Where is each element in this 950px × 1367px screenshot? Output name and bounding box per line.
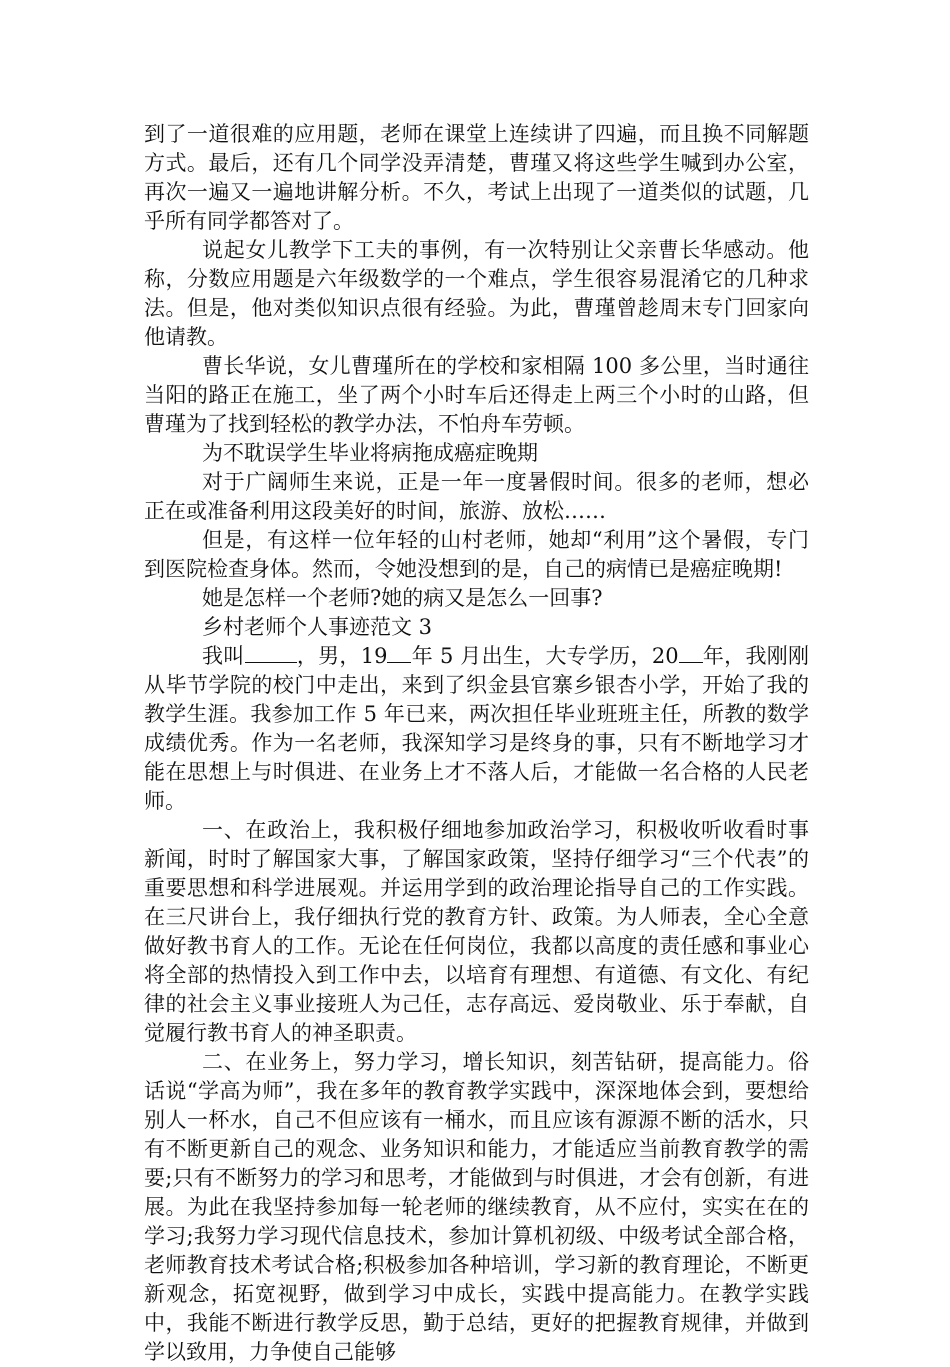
paragraph-profession: 二、在业务上，努力学习，增长知识，刻苦钻研，提高能力。俗话说“学高为师”，我在多年的教育教学实践中，深深地体会到，要想给别人一杯水，自己不但应该有一桶水，而且应该有源源不断的活水，只有不断更新自己的观念、业务知识和能力，才能适应当前教育教学的需要;只有不断努力的学习和思考，才能做到与时俱进，才会有创新，有进展。为此在我坚持参加每一轮老师的继续教育，从不应付，实实在在的学习;我努力学习现代信息技术，参加计算机初级、中级考试全部合格，老师教育技术考试合格;积极参加各种培训，学习新的教育理论，不断更新观念，拓宽视野，做到学习中成长，实践中提高能力。在教学实践中，我能不断进行教学反思，勤于总结，更好的把握教育规律，并做到学以致用，力争使自己能够 [144,1050,809,1364]
birth-year-blank [387,662,411,663]
paragraph-6: 但是，有这样一位年轻的山村老师，她却“利用”这个暑假，专门到医院检查身体。然而，令她没想到的是，自己的病情已是癌症晚期! [144,528,809,581]
paragraph-politics: 一、在政治上，我积极仔细地参加政治学习，积极收听收看时事新闻，时时了解国家大事，了解国家政策，坚持仔细学习“三个代表”的重要思想和科学进展观。并运用学到的政治理论指导自己的工作实践。在三尺讲台上，我仔细执行党的教育方针、政策。为人师表，全心全意做好教书育人的工作。无论在任何岗位，我都以高度的责任感和事业心将全部的热情投入到工作中去，以培育有理想、有道德、有文化、有纪律的社会主义事业接班人为己任，志存高远、爱岗敬业、乐于奉献，自觉履行教书育人的神圣职责。 [144,818,809,1045]
intro-text-4: 年，我刚刚从毕节学院的校门中走出，来到了织金县官寨乡银杏小学，开始了我的教学生涯。我参加工作 5 年已来，两次担任毕业班班主任，所教的数学成绩优秀。作为一名老师，我深知学习是终身的事，只有不断地学习才能在思想上与时俱进、在业务上才不落人后，才能做一名合格的人民老师。 [144,644,810,813]
paragraph-5: 对于广阔师生来说，正是一年一度暑假时间。很多的老师，想必正在或准备利用这段美好的时间，旅游、放松…… [144,470,809,523]
intro-text-1: 我叫 [202,644,245,668]
paragraph-intro [144,642,809,816]
section-heading-illness: 为不耽误学生毕业将病拖成癌症晚期 [202,441,538,465]
document-body [144,120,809,1367]
intro-text-3: 年 5 月出生，大专学历，20 [411,644,679,668]
section-heading-sample-3: 乡村老师个人事迹范文 3 [202,615,433,639]
paragraph-3: 曹长华说，女儿曹瑾所在的学校和家相隔 100 多公里，当时通往当阳的路正在施工，坐了两个小时车后还得走上两三个小时的山路，但曹瑾为了找到轻松的教学办法，不怕舟车劳顿。 [144,354,809,436]
name-blank [245,662,297,663]
graduation-year-blank [679,662,703,663]
paragraph-2: 说起女儿教学下工夫的事例，有一次特别让父亲曹长华感动。他称，分数应用题是六年级数学的一个难点，学生很容易混淆它的几种求法。但是，他对类似知识点很有经验。为此，曹瑾曾趁周末专门回家向他请教。 [144,238,809,349]
intro-text-2: ，男，19 [296,644,388,668]
paragraph-1: 到了一道很难的应用题，老师在课堂上连续讲了四遍，而且换不同解题方式。最后，还有几个同学没弄清楚，曹瑾又将这些学生喊到办公室，再次一遍又一遍地讲解分析。不久，考试上出现了一道类似的试题，几乎所有同学都答对了。 [144,122,809,233]
question-line: 她是怎样一个老师?她的病又是怎么一回事? [202,586,603,610]
